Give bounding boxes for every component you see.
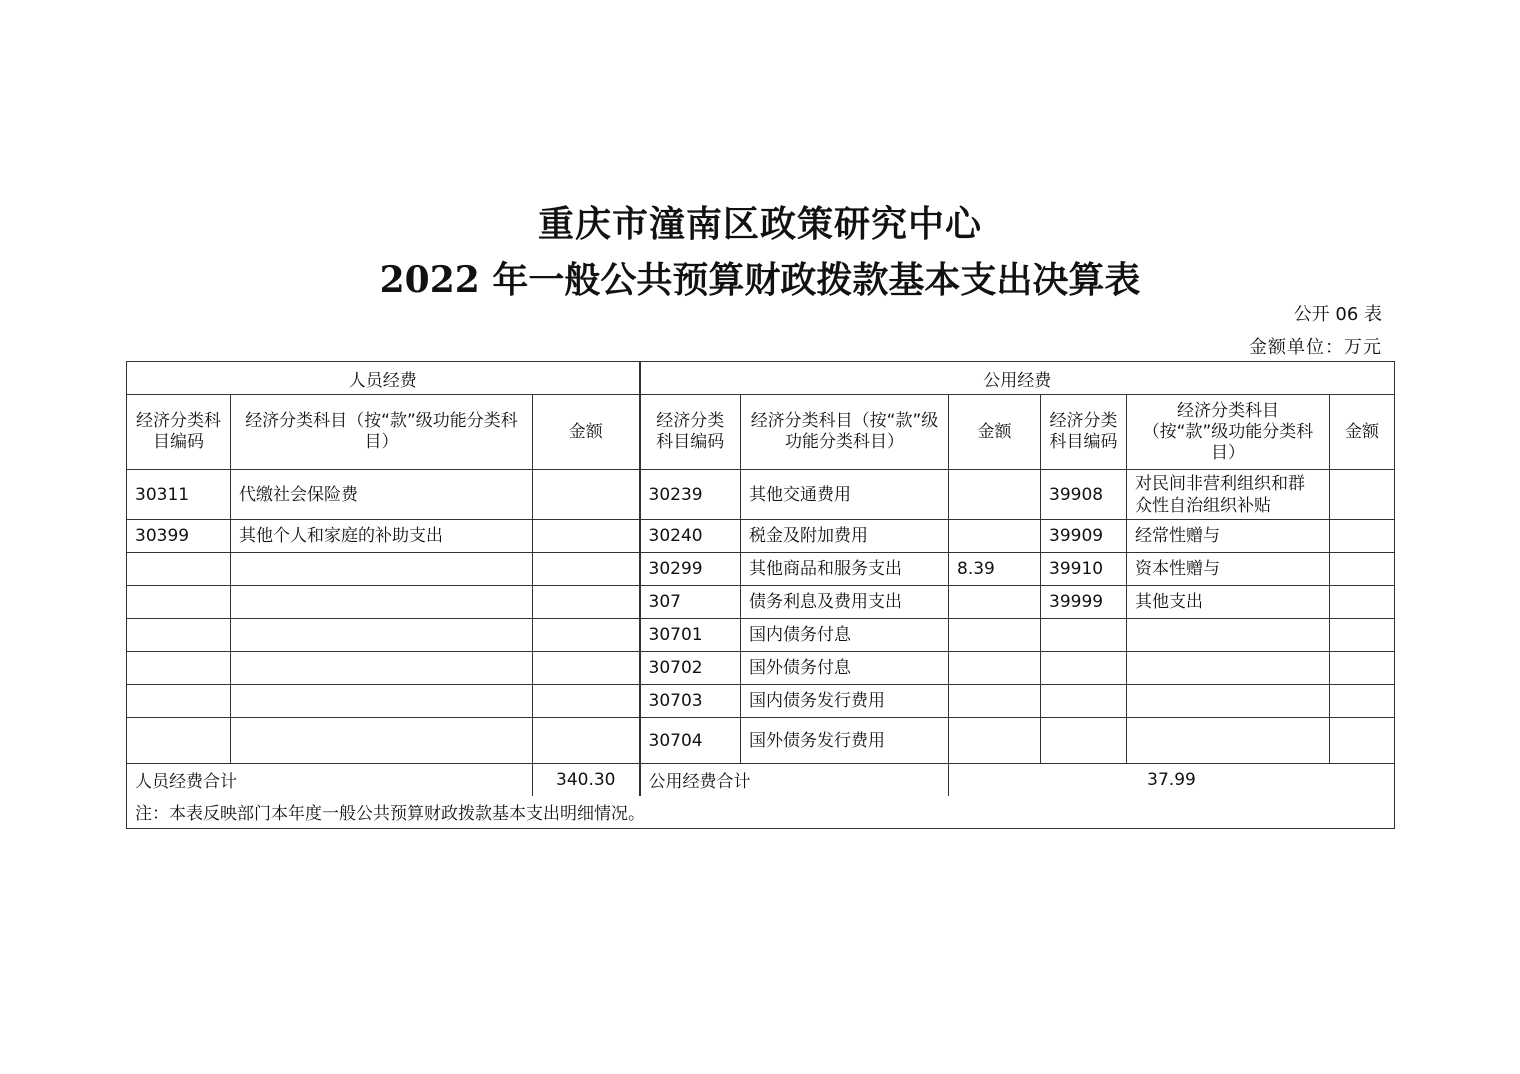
row-name: 经常性赠与 <box>1127 520 1330 553</box>
row-code <box>1041 718 1127 764</box>
row-amount <box>533 520 640 553</box>
personnel-total-value: 340.30 <box>533 764 640 796</box>
table-note: 注：本表反映部门本年度一般公共预算财政拨款基本支出明细情况。 <box>127 796 1395 829</box>
row-code: 39999 <box>1041 586 1127 619</box>
row-name: 其他个人和家庭的补助支出 <box>231 520 533 553</box>
row-name <box>1127 619 1330 652</box>
table-row <box>127 718 1395 764</box>
table-row <box>127 586 1395 619</box>
row-code <box>1041 652 1127 685</box>
row-amount <box>949 718 1041 764</box>
row-amount <box>1330 652 1395 685</box>
personnel-total-label: 人员经费合计 <box>127 764 533 796</box>
row-name <box>231 553 533 586</box>
row-code: 30703 <box>640 685 741 718</box>
row-code <box>127 586 231 619</box>
row-name <box>1127 685 1330 718</box>
header-code: 经济分类科目编码 <box>640 395 741 470</box>
row-name: 其他商品和服务支出 <box>741 553 949 586</box>
header-amount: 金额 <box>949 395 1041 470</box>
row-code: 30299 <box>640 553 741 586</box>
row-name <box>231 685 533 718</box>
row-amount <box>533 619 640 652</box>
row-amount <box>1330 520 1395 553</box>
form-number: 公开 06 表 <box>1293 304 1382 325</box>
row-amount <box>949 652 1041 685</box>
row-amount <box>533 652 640 685</box>
header-amount: 金额 <box>1330 395 1395 470</box>
row-code: 30702 <box>640 652 741 685</box>
header-name: 经济分类科目（按“款”级功能分类科目） <box>1127 395 1330 470</box>
row-amount <box>949 586 1041 619</box>
row-amount <box>533 553 640 586</box>
row-code <box>127 685 231 718</box>
row-name: 国内债务发行费用 <box>741 685 949 718</box>
table-row <box>127 652 1395 685</box>
row-code: 30399 <box>127 520 231 553</box>
table-row <box>127 470 1395 520</box>
header-name: 经济分类科目（按“款”级功能分类科目） <box>741 395 949 470</box>
row-code: 30701 <box>640 619 741 652</box>
row-code: 30704 <box>640 718 741 764</box>
table-row <box>127 520 1395 553</box>
page-subtitle: 2022 年一般公共预算财政拨款基本支出决算表 <box>379 259 1141 301</box>
row-code <box>1041 619 1127 652</box>
group-public: 公用经费 <box>640 362 1395 395</box>
table-row <box>127 619 1395 652</box>
row-amount <box>1330 586 1395 619</box>
row-amount <box>949 619 1041 652</box>
row-amount <box>533 470 640 520</box>
row-code <box>127 619 231 652</box>
amount-unit: 金额单位：万元 <box>1249 337 1382 358</box>
public-total-label: 公用经费合计 <box>640 764 949 796</box>
row-amount <box>949 520 1041 553</box>
row-name: 代缴社会保险费 <box>231 470 533 520</box>
row-code: 39910 <box>1041 553 1127 586</box>
row-name: 国外债务发行费用 <box>741 718 949 764</box>
table-row <box>127 553 1395 586</box>
page-title: 重庆市潼南区政策研究中心 <box>537 203 982 245</box>
row-name <box>1127 652 1330 685</box>
row-name: 国外债务付息 <box>741 652 949 685</box>
header-amount: 金额 <box>533 395 640 470</box>
row-code <box>127 718 231 764</box>
row-amount <box>533 586 640 619</box>
row-code: 39908 <box>1041 470 1127 520</box>
row-name: 其他支出 <box>1127 586 1330 619</box>
row-code: 307 <box>640 586 741 619</box>
row-amount <box>533 718 640 764</box>
row-name: 税金及附加费用 <box>741 520 949 553</box>
row-amount <box>1330 470 1395 520</box>
row-name <box>231 586 533 619</box>
header-code: 经济分类科目编码 <box>1041 395 1127 470</box>
row-code: 30311 <box>127 470 231 520</box>
row-amount <box>1330 685 1395 718</box>
group-personnel: 人员经费 <box>127 362 640 395</box>
row-amount <box>1330 553 1395 586</box>
row-amount <box>949 685 1041 718</box>
row-name <box>231 718 533 764</box>
row-name: 债务利息及费用支出 <box>741 586 949 619</box>
row-name: 国内债务付息 <box>741 619 949 652</box>
row-code <box>1041 685 1127 718</box>
row-amount <box>533 685 640 718</box>
row-name <box>231 619 533 652</box>
row-code: 30239 <box>640 470 741 520</box>
row-name <box>231 652 533 685</box>
row-code: 39909 <box>1041 520 1127 553</box>
row-amount <box>949 470 1041 520</box>
row-code: 30240 <box>640 520 741 553</box>
row-name: 资本性赠与 <box>1127 553 1330 586</box>
header-code: 经济分类科目编码 <box>127 395 231 470</box>
row-amount: 8.39 <box>949 553 1041 586</box>
public-total-value: 37.99 <box>949 764 1395 796</box>
row-amount <box>1330 718 1395 764</box>
row-amount <box>1330 619 1395 652</box>
header-name: 经济分类科目（按“款”级功能分类科目） <box>231 395 533 470</box>
row-name: 对民间非营利组织和群众性自治组织补贴 <box>1127 470 1330 520</box>
row-code <box>127 652 231 685</box>
row-code <box>127 553 231 586</box>
table-row <box>127 685 1395 718</box>
expenditure-table <box>126 361 1395 829</box>
row-name <box>1127 718 1330 764</box>
row-name: 其他交通费用 <box>741 470 949 520</box>
